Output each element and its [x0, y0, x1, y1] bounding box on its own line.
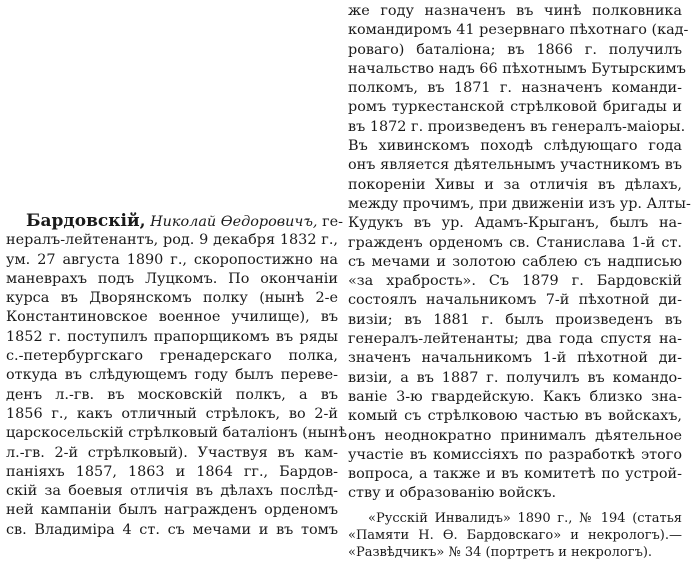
text-line: ней кампаніи былъ награжденъ орденомъ [6, 502, 338, 519]
text-line: роваго) баталіона; въ 1866 г. получилъ [348, 41, 682, 58]
text-line: ум. 27 августа 1890 г., скоропостижно на [6, 251, 338, 268]
text-line: 1852 г. поступилъ прапорщикомъ въ ряды [6, 328, 338, 345]
text-line: онъ является дѣятельнымъ участникомъ въ [348, 157, 682, 174]
text-line: полкомъ, въ 1871 г. назначенъ команди- [348, 80, 682, 97]
text-line: денъ л.-гв. въ московскій полкъ, а въ [6, 386, 338, 403]
text-line: съ мечами и золотою саблею съ надписью [348, 253, 682, 270]
text-line: же году назначенъ въ чинѣ полковника [348, 3, 682, 19]
left-body [6, 231, 348, 540]
text-line: ромъ туркестанской стрѣлковой бригады и [348, 99, 682, 116]
heading-surname: Бардовскій, [26, 211, 146, 231]
text-line: командиромъ 41 резервнаго пѣхотнаго (кад- [348, 22, 689, 39]
left-column [6, 211, 348, 540]
text-line: визіи, а въ 1887 г. получилъ въ командо- [348, 369, 682, 386]
text-line: ству и образованію войскъ. [348, 485, 557, 502]
text-line: комый съ стрѣлковою частью въ войскахъ, [348, 408, 682, 425]
text-line: нералъ-лейтенантъ, род. 9 декабря 1832 г., [6, 232, 338, 249]
text-line: ваніе 3-ю гвардейскую. Какъ близко зна- [348, 388, 682, 405]
text-line: Въ хивинскомъ походѣ слѣдующаго года [348, 138, 682, 155]
source-line: «Памяти Н. Ө. Бардовскаго» и некрологъ).— [348, 527, 682, 543]
text-line: покореніи Хивы и за отличія въ дѣлахъ, [348, 176, 682, 193]
text-line: 1856 г., какъ отличный стрѣлокъ, во 2-й [6, 405, 338, 422]
text-line: скій за боевыя отличія въ дѣлахъ послѣд- [6, 483, 338, 500]
sources-block [348, 510, 682, 561]
text-line: участіе въ комиссіяхъ по разработкѣ этого [348, 446, 682, 463]
right-body [348, 2, 691, 504]
text-line: с.-петербургскаго гренадерскаго полка, [6, 348, 338, 365]
text-line: «за храбрость». Съ 1879 г. Бардовскій [348, 273, 682, 290]
heading-fullname: Николай Өедоровичъ, [150, 214, 318, 230]
heading-rest: ге- [317, 214, 344, 230]
text-line: Кудукъ въ ур. Адамъ-Крыганъ, былъ на- [348, 215, 682, 232]
text-line: откуда въ слѣдующемъ году былъ переве- [6, 367, 338, 384]
text-line: Константиновское военное училище), въ [6, 309, 338, 326]
source-line: «Русскій Инвалидъ» 1890 г., № 194 (статья [368, 510, 682, 526]
text-line: генералъ-лейтенанты; два года спустя на- [348, 331, 682, 348]
text-line: вопроса, а также и въ комитетѣ по устрой- [348, 466, 682, 483]
text-line: онъ неоднократно принималъ дѣятельное [348, 427, 682, 444]
text-line: состоялъ начальникомъ 7-й пѣхотной ди- [348, 292, 682, 309]
article-heading-line [6, 211, 344, 231]
text-line: маневрахъ подъ Луцкомъ. По окончаніи [6, 270, 338, 287]
text-line: въ 1872 г. произведенъ въ генералъ-маіоры. [348, 118, 686, 135]
source-line: «Развѣдчикъ» № 34 (портретъ и некрологъ). [348, 544, 653, 560]
text-line: гражденъ орденомъ св. Станислава 1-й ст. [348, 234, 682, 251]
right-column [348, 2, 691, 561]
text-line: царскосельскій стрѣлковый баталіонъ (нынѣ [6, 425, 348, 442]
text-line: св. Владиміра 4 ст. съ мечами и въ томъ [6, 521, 338, 538]
text-line: курса въ Дворянскомъ полку (нынѣ 2-е [6, 290, 338, 307]
text-line: между прочимъ, при движеніи изъ ур. Алты- [348, 195, 691, 212]
text-line: визіи; въ 1881 г. былъ произведенъ въ [348, 311, 682, 328]
text-line: паніяхъ 1857, 1863 и 1864 гг., Бардов- [6, 463, 338, 480]
text-line: л.-гв. 2-й стрѣлковый). Участвуя въ кам- [6, 444, 338, 461]
text-line: начальство надъ 66 пѣхотнымъ Бутырскимъ [348, 60, 686, 77]
text-line: значенъ начальникомъ 1-й пѣхотной ди- [348, 350, 682, 367]
